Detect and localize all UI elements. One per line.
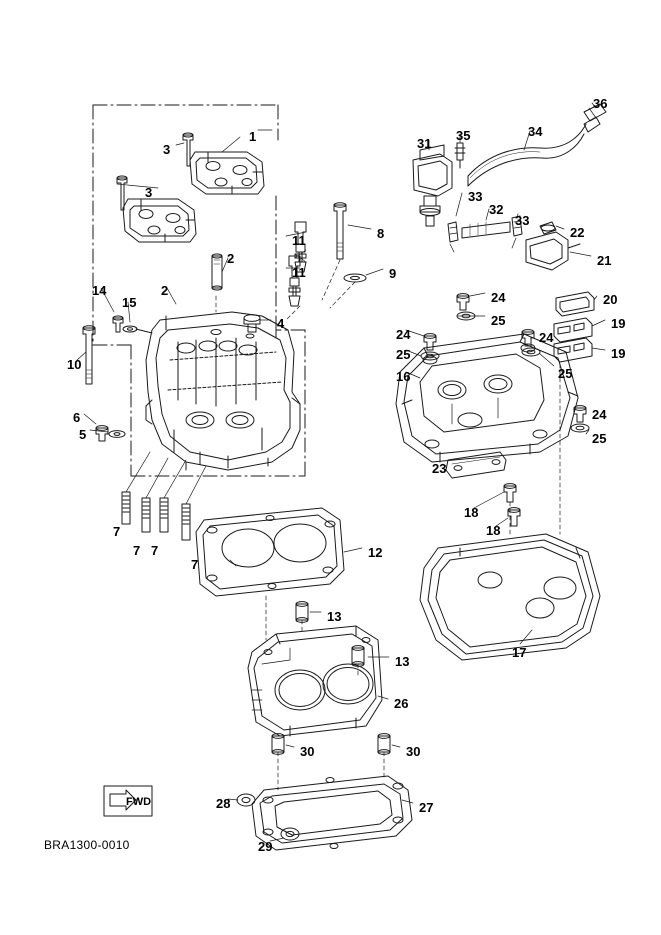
callout-number: 25 <box>558 366 573 381</box>
callout-number: 30 <box>406 744 421 759</box>
part-number-label: BRA1300-0010 <box>44 838 130 852</box>
callout-number: 13 <box>327 609 342 624</box>
callout-number: 24 <box>396 327 411 342</box>
callout-number: 13 <box>395 654 410 669</box>
callout-number: 14 <box>92 283 107 298</box>
callout-number: 31 <box>417 136 432 151</box>
callout-number: 35 <box>456 128 471 143</box>
callout-number: 26 <box>394 696 409 711</box>
callout-number: 8 <box>377 226 385 241</box>
callout-number: 18 <box>486 523 501 538</box>
callout-number: 15 <box>122 295 137 310</box>
callout-number: 21 <box>597 253 612 268</box>
callout-number: 2 <box>227 251 235 266</box>
callout-number: 7 <box>133 543 141 558</box>
callout-number: 18 <box>464 505 479 520</box>
callout-number: 23 <box>432 461 447 476</box>
callout-number: 7 <box>191 557 199 572</box>
callout-number: 3 <box>163 142 171 157</box>
callout-number: 11 <box>292 265 306 280</box>
callout-number: 24 <box>539 330 554 345</box>
callout-number: 1 <box>249 129 257 144</box>
callout-number: 24 <box>592 407 607 422</box>
callout-number: 16 <box>396 369 411 384</box>
callout-number: 24 <box>491 290 506 305</box>
callout-number: 32 <box>489 202 504 217</box>
callout-number: 9 <box>389 266 397 281</box>
callout-number: 28 <box>216 796 231 811</box>
callout-number: 34 <box>528 124 543 139</box>
callout-number: 3 <box>145 185 153 200</box>
callout-number: 5 <box>79 427 87 442</box>
callout-number: 4 <box>277 316 285 331</box>
callout-number: 19 <box>611 346 626 361</box>
callout-number: 36 <box>593 96 608 111</box>
callout-number: 7 <box>113 524 121 539</box>
callout-number: 17 <box>512 645 527 660</box>
callout-number: 29 <box>258 839 273 854</box>
callout-number: 12 <box>368 545 383 560</box>
callout-number: 2 <box>161 283 169 298</box>
callout-number: 25 <box>592 431 607 446</box>
callout-number: 33 <box>515 213 530 228</box>
callout-number: 7 <box>151 543 159 558</box>
callout-number: 27 <box>419 800 434 815</box>
callout-number: 6 <box>73 410 81 425</box>
callout-number: 10 <box>67 357 82 372</box>
callout-number: 25 <box>396 347 411 362</box>
fwd-marker-label: FWD <box>126 796 152 808</box>
callout-number: 20 <box>603 292 618 307</box>
callout-number: 11 <box>292 233 306 248</box>
callout-number: 30 <box>300 744 315 759</box>
callout-number: 33 <box>468 189 483 204</box>
callout-number: 19 <box>611 316 626 331</box>
callout-number: 25 <box>491 313 506 328</box>
callout-number: 22 <box>570 225 585 240</box>
